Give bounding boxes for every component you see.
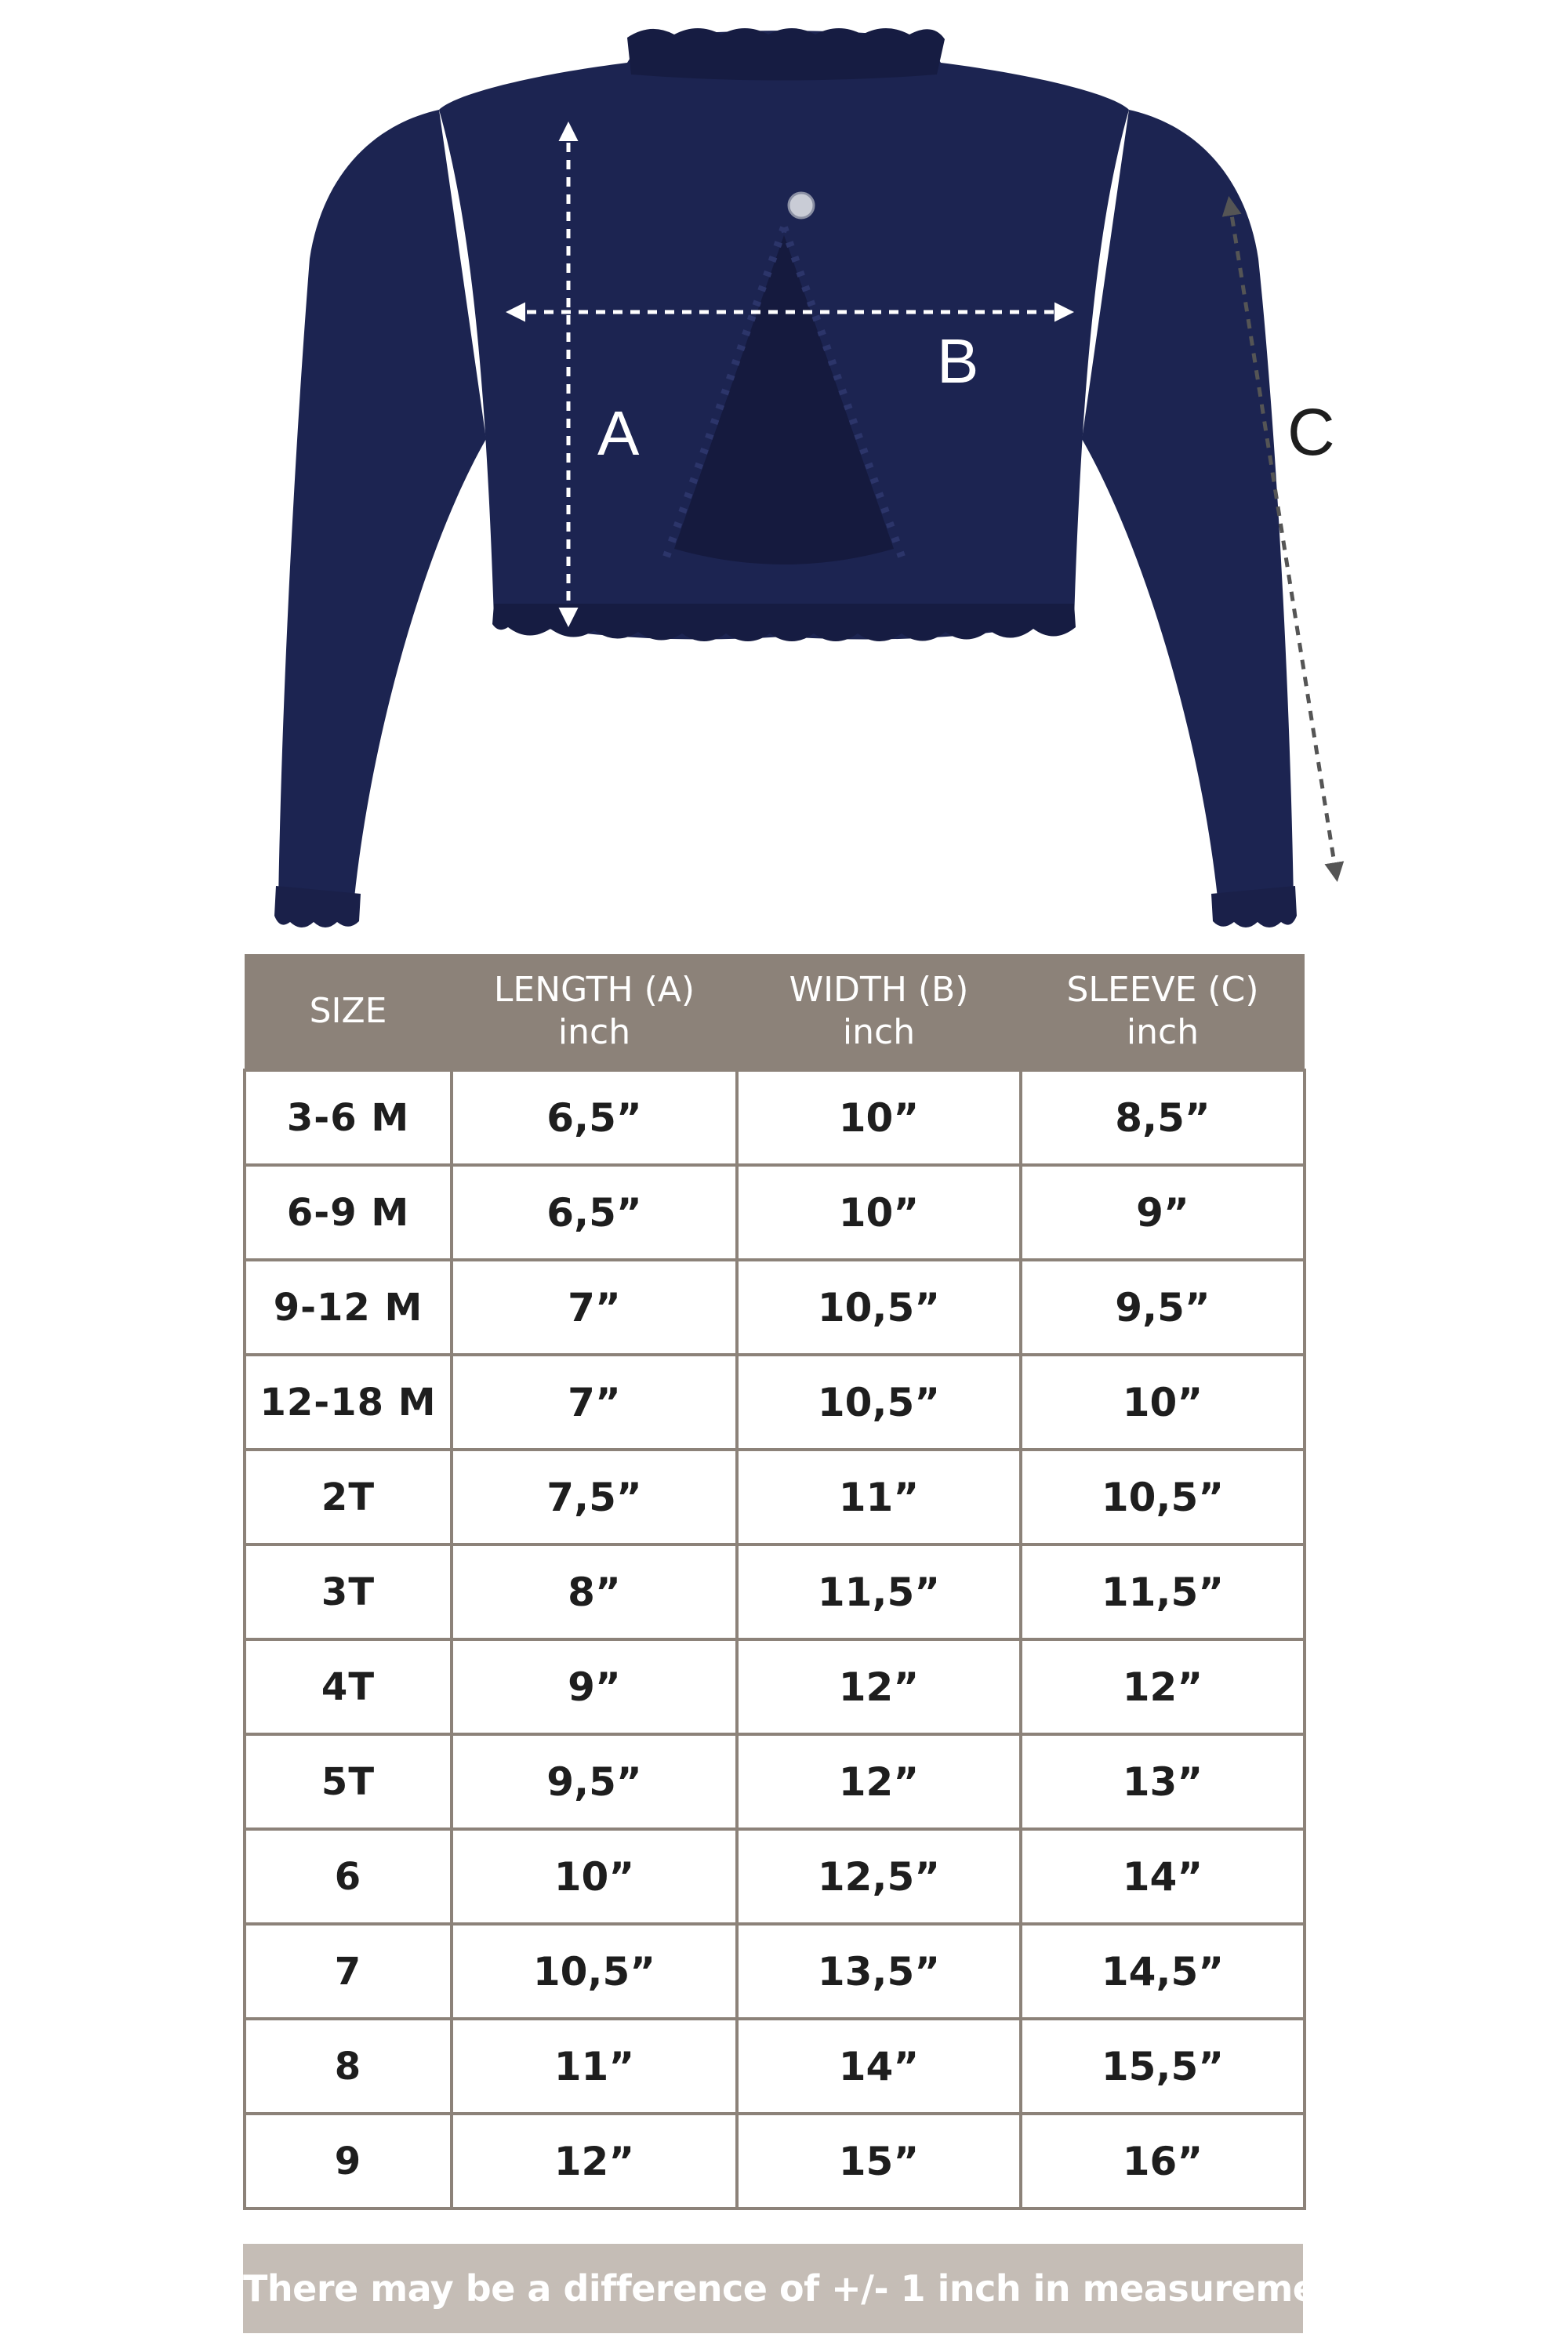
sleeve-cell: 10”	[1021, 1355, 1305, 1450]
width-cell: 10,5”	[737, 1355, 1021, 1450]
measure-b-label: B	[937, 326, 979, 396]
length-cell: 8”	[452, 1544, 737, 1639]
width-cell: 10,5”	[737, 1260, 1021, 1355]
button-icon	[789, 193, 814, 218]
size-cell: 5T	[245, 1734, 452, 1829]
table-row	[245, 1829, 1305, 1924]
length-cell: 6,5”	[452, 1165, 737, 1260]
length-cell: 10,5”	[452, 1924, 737, 2019]
sleeve-cell: 14”	[1021, 1829, 1305, 1924]
header-length	[452, 954, 737, 1070]
size-cell: 9	[245, 2114, 452, 2209]
width-cell: 12”	[737, 1734, 1021, 1829]
right-sleeve	[1082, 110, 1294, 913]
sleeve-cell: 12”	[1021, 1639, 1305, 1734]
table-header-row	[245, 954, 1305, 1070]
sleeve-cell: 9”	[1021, 1165, 1305, 1260]
length-cell: 9”	[452, 1639, 737, 1734]
header-width	[737, 954, 1021, 1070]
width-cell: 10”	[737, 1165, 1021, 1260]
sleeve-cell: 10,5”	[1021, 1450, 1305, 1544]
left-sleeve	[278, 110, 486, 913]
length-cell: 11”	[452, 2019, 737, 2114]
measure-c-label: C	[1287, 395, 1335, 469]
table-row	[245, 1924, 1305, 2019]
collar	[627, 28, 945, 81]
length-cell: 12”	[452, 2114, 737, 2209]
length-cell: 9,5”	[452, 1734, 737, 1829]
width-cell: 15”	[737, 2114, 1021, 2209]
length-cell: 6,5”	[452, 1070, 737, 1165]
width-cell: 10”	[737, 1070, 1021, 1165]
size-cell: 3T	[245, 1544, 452, 1639]
size-cell: 8	[245, 2019, 452, 2114]
sleeve-cell: 9,5”	[1021, 1260, 1305, 1355]
header-label: SLEEVE (C)	[1066, 970, 1259, 1010]
length-cell: 10”	[452, 1829, 737, 1924]
scalloped-hem	[492, 604, 1076, 641]
size-cell: 9-12 M	[245, 1260, 452, 1355]
table-row	[245, 1450, 1305, 1544]
size-cell: 7	[245, 1924, 452, 2019]
table-row	[245, 1734, 1305, 1829]
length-cell: 7”	[452, 1355, 737, 1450]
sleeve-cell: 8,5”	[1021, 1070, 1305, 1165]
width-cell: 11”	[737, 1450, 1021, 1544]
size-chart-table	[243, 954, 1306, 2210]
header-size	[245, 954, 452, 1070]
size-cell: 2T	[245, 1450, 452, 1544]
size-cell: 4T	[245, 1639, 452, 1734]
length-cell: 7”	[452, 1260, 737, 1355]
table-row	[245, 2019, 1305, 2114]
size-cell: 6	[245, 1829, 452, 1924]
header-unit: inch	[842, 1012, 916, 1052]
sleeve-cell: 11,5”	[1021, 1544, 1305, 1639]
width-cell: 12,5”	[737, 1829, 1021, 1924]
header-label: SIZE	[309, 991, 387, 1031]
sleeve-cell: 16”	[1021, 2114, 1305, 2209]
width-cell: 12”	[737, 1639, 1021, 1734]
header-sleeve	[1021, 954, 1305, 1070]
header-label: LENGTH (A)	[493, 970, 695, 1010]
length-cell: 7,5”	[452, 1450, 737, 1544]
width-cell: 14”	[737, 2019, 1021, 2114]
header-label: WIDTH (B)	[789, 970, 969, 1010]
table-row	[245, 1639, 1305, 1734]
size-cell: 12-18 M	[245, 1355, 452, 1450]
measurement-disclaimer: There may be a difference of +/- 1 inch in measurements	[243, 2244, 1303, 2333]
measure-a-label: A	[597, 398, 640, 468]
width-cell: 13,5”	[737, 1924, 1021, 2019]
sleeve-cell: 15,5”	[1021, 2019, 1305, 2114]
table-row	[245, 2114, 1305, 2209]
table-row	[245, 1544, 1305, 1639]
table-row	[245, 1260, 1305, 1355]
sleeve-cell: 14,5”	[1021, 1924, 1305, 2019]
header-unit: inch	[1126, 1012, 1200, 1052]
table-row	[245, 1165, 1305, 1260]
cardigan-diagram	[0, 0, 1568, 945]
sleeve-cell: 13”	[1021, 1734, 1305, 1829]
table-row	[245, 1355, 1305, 1450]
header-unit: inch	[557, 1012, 631, 1052]
cardigan-illustration	[0, 0, 1568, 945]
table-row	[245, 1070, 1305, 1165]
width-cell: 11,5”	[737, 1544, 1021, 1639]
size-cell: 6-9 M	[245, 1165, 452, 1260]
size-cell: 3-6 M	[245, 1070, 452, 1165]
